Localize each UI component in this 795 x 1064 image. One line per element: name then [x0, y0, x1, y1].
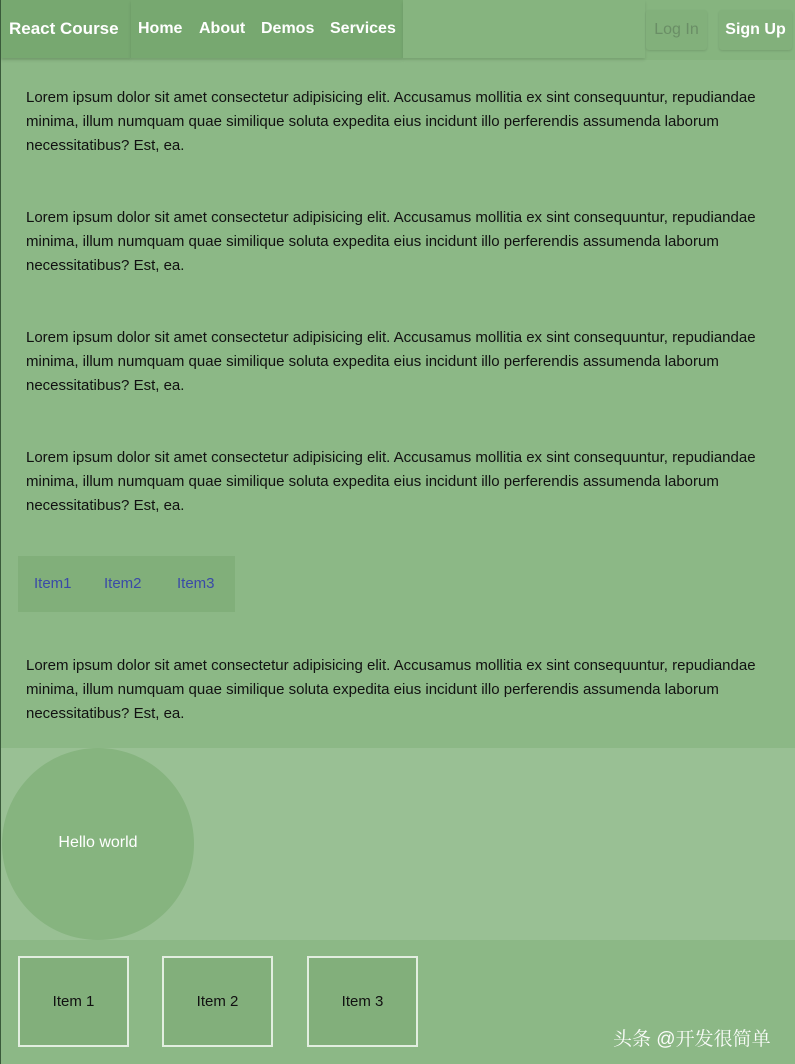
login-button[interactable]: Log In	[646, 10, 707, 50]
paragraph-3: Lorem ipsum dolor sit amet consectetur adipisicing elit. Accusamus mollitia ex sint consequuntur, repudiandae minima, illum numquam quae similique soluta expedita eius incidunt illo perferendis assumenda laborum necessitatibus? Est, ea.	[26, 329, 756, 394]
brand-logo[interactable]: React Course	[9, 19, 119, 38]
hello-circle	[2, 748, 194, 940]
paragraph-1: Lorem ipsum dolor sit amet consectetur adipisicing elit. Accusamus mollitia ex sint consequuntur, repudiandae minima, illum numquam quae similique soluta expedita eius incidunt illo perferendis assumenda laborum necessitatibus? Est, ea.	[26, 89, 756, 154]
nav-about[interactable]: About	[199, 20, 246, 37]
signup-button[interactable]: Sign Up	[719, 10, 792, 50]
nav-services[interactable]: Services	[330, 20, 396, 37]
hello-text: Hello world	[58, 834, 138, 851]
mini-nav-item-2[interactable]: Item2	[104, 575, 142, 592]
nav-demos[interactable]: Demos	[261, 20, 315, 37]
mini-nav-item-1[interactable]: Item1	[34, 575, 72, 592]
mini-nav	[18, 556, 235, 612]
mini-nav-item-3[interactable]: Item3	[177, 575, 215, 592]
header-spacer	[403, 0, 645, 58]
watermark: 头条 @开发很简单	[613, 1029, 771, 1050]
box-item-3: Item 3	[307, 956, 418, 1047]
box-item-1: Item 1	[18, 956, 129, 1047]
nav-home[interactable]: Home	[138, 20, 183, 37]
box-item-2: Item 2	[162, 956, 273, 1047]
paragraph-2: Lorem ipsum dolor sit amet consectetur adipisicing elit. Accusamus mollitia ex sint consequuntur, repudiandae minima, illum numquam quae similique soluta expedita eius incidunt illo perferendis assumenda laborum necessitatibus? Est, ea.	[26, 209, 756, 274]
paragraph-5: Lorem ipsum dolor sit amet consectetur adipisicing elit. Accusamus mollitia ex sint consequuntur, repudiandae minima, illum numquam quae similique soluta expedita eius incidunt illo perferendis assumenda laborum necessitatibus? Est, ea.	[26, 657, 756, 722]
paragraph-4: Lorem ipsum dolor sit amet consectetur adipisicing elit. Accusamus mollitia ex sint consequuntur, repudiandae minima, illum numquam quae similique soluta expedita eius incidunt illo perferendis assumenda laborum necessitatibus? Est, ea.	[26, 449, 756, 514]
hello-section	[1, 748, 795, 940]
header	[1, 0, 795, 60]
